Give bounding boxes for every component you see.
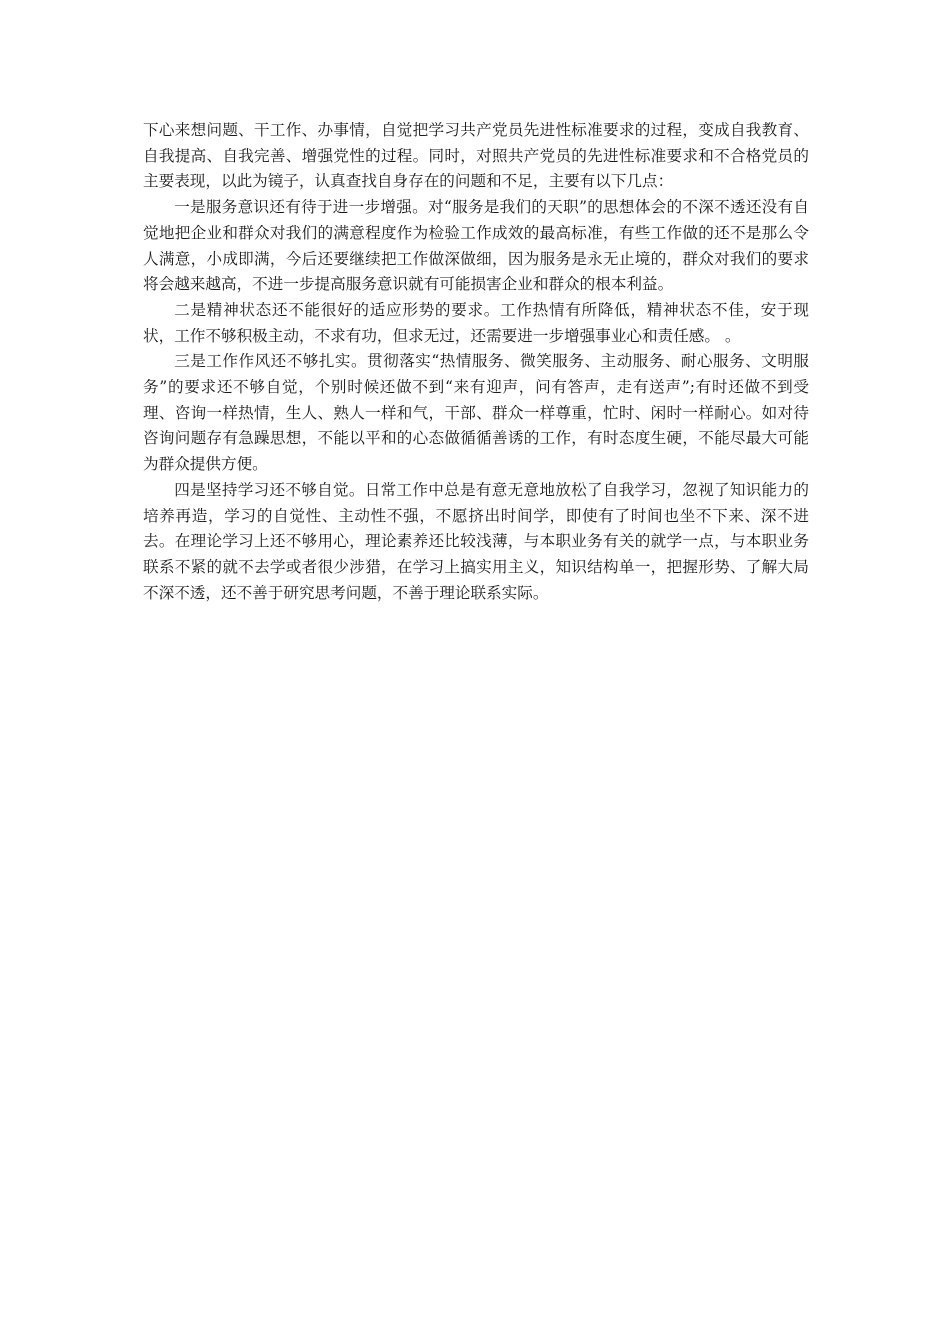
document-body (143, 118, 809, 606)
paragraph-point-one: 一是服务意识还有待于进一步增强。对“服务是我们的天职”的思想体会的不深不透还没有自觉地把企业和群众对我们的满意程度作为检验工作成效的最高标准，有些工作做的还不是那么令人满意，小成即满，今后还要继续把工作做深做细，因为服务是永无止境的，群众对我们的要求将会越来越高，不进一步提高服务意识就有可能损害企业和群众的根本利益。 (143, 198, 809, 294)
paragraph-point-four: 四是坚持学习还不够自觉。日常工作中总是有意无意地放松了自我学习，忽视了知识能力的培养再造，学习的自觉性、主动性不强，不愿挤出时间学，即使有了时间也坐不下来、深不进去。在理论学习上还不够用心，理论素养还比较浅薄，与本职业务有关的就学一点，与本职业务联系不紧的就不去学或者很少涉猎，在学习上搞实用主义，知识结构单一，把握形势、了解大局不深不透，还不善于研究思考问题，不善于理论联系实际。 (143, 480, 809, 602)
paragraph-intro: 下心来想问题、干工作、办事情，自觉把学习共产党员先进性标准要求的过程，变成自我教育、自我提高、自我完善、增强党性的过程。同时，对照共产党员的先进性标准要求和不合格党员的主要表现，以此为镜子，认真查找自身存在的问题和不足，主要有以下几点： (143, 121, 809, 191)
paragraph-point-three: 三是工作作风还不够扎实。贯彻落实“热情服务、微笑服务、主动服务、耐心服务、文明服务”的要求还不够自觉，个别时候还做不到“来有迎声，问有答声，走有送声”;有时还做不到受理、咨询一样热情，生人、熟人一样和气，干部、群众一样尊重，忙时、闲时一样耐心。如对待咨询问题存有急躁思想，不能以平和的心态做循循善诱的工作，有时态度生硬，不能尽最大可能为群众提供方便。 (143, 352, 809, 474)
paragraph-point-two: 二是精神状态还不能很好的适应形势的要求。工作热情有所降低，精神状态不佳，安于现状，工作不够积极主动，不求有功，但求无过，还需要进一步增强事业心和责任感。 。 (143, 300, 809, 345)
